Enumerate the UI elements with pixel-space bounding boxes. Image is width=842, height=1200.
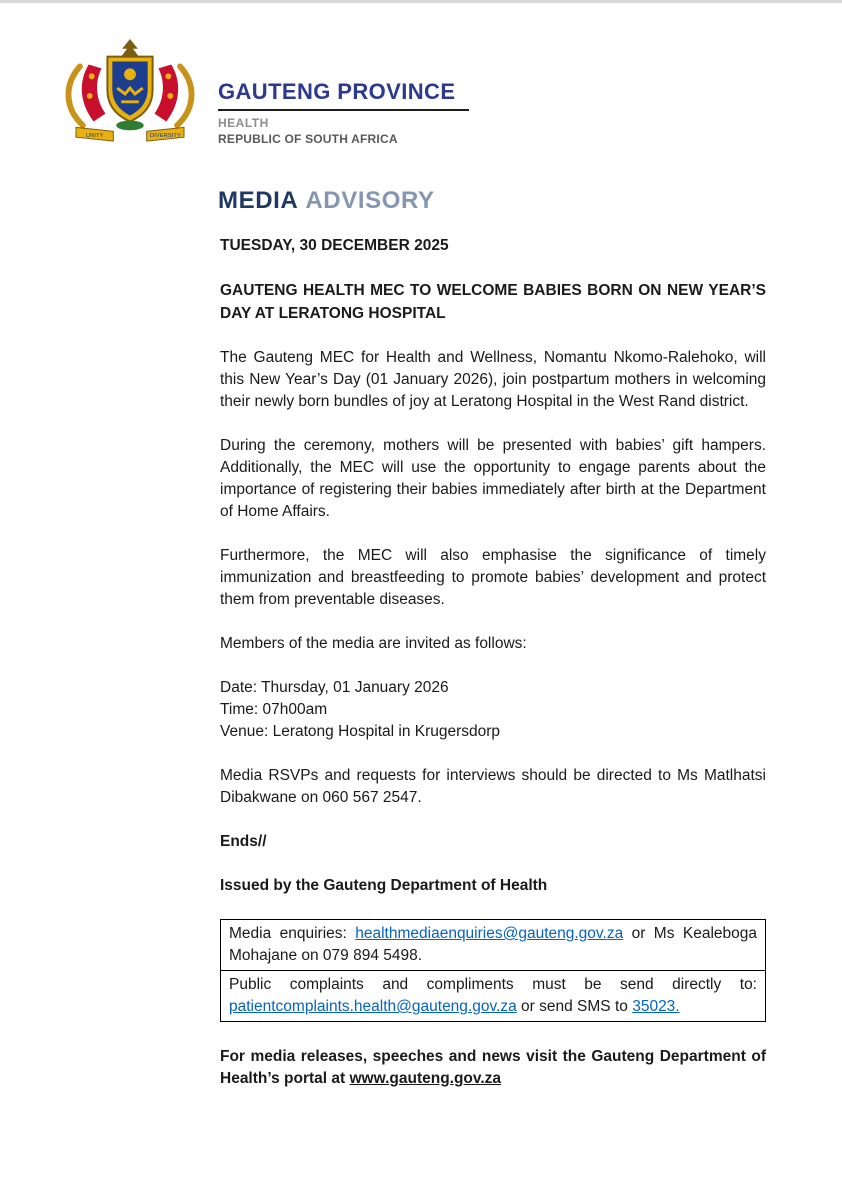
gauteng-coat-of-arms-icon xyxy=(56,37,204,147)
event-venue-line: Venue: Leratong Hospital in Krugersdorp xyxy=(220,723,501,740)
org-identity-block xyxy=(218,79,469,146)
event-details xyxy=(220,677,766,743)
event-time-line: Time: 07h00am xyxy=(220,701,328,718)
media-enquiries-contact: or Ms Kealeboga Mohajane on 079 894 5498. xyxy=(229,925,757,964)
media-enquiries-row xyxy=(221,920,765,970)
department-name: HEALTH xyxy=(218,116,269,130)
body-paragraph-1: The Gauteng MEC for Health and Wellness, Nomantu Nkomo-Ralehoko, will this New Year’s Day (01 January 2026), join postpartum mothers in welcoming their newly born bundles of joy at Leratong Hospital in the West Rand district. xyxy=(220,349,766,410)
media-enquiries-label: Media enquiries: xyxy=(229,925,356,942)
patient-complaints-email-link[interactable]: patientcomplaints.health@gauteng.gov.za xyxy=(229,998,517,1015)
country-name: REPUBLIC OF SOUTH AFRICA xyxy=(218,132,398,146)
doc-type-media: MEDIA xyxy=(218,187,299,214)
footer-note xyxy=(220,1046,766,1090)
public-complaints-row xyxy=(221,970,765,1021)
province-name: GAUTENG PROVINCE xyxy=(218,79,469,111)
media-enquiries-box xyxy=(220,919,766,1022)
ends-marker: Ends// xyxy=(220,833,267,850)
crest-base xyxy=(116,120,144,130)
masthead xyxy=(0,3,842,235)
crest-motto-unity: UNITY xyxy=(85,133,104,140)
advisory-body xyxy=(220,235,766,1090)
body-paragraph-2: During the ceremony, mothers will be presented with babies’ gift hampers. Additionally, the MEC will use the opportunity to engage parents about the importance of registering their babies immediately after birth at the Department of Home Affairs. xyxy=(220,437,766,520)
crest-motto-diversity: DIVERSITY xyxy=(149,133,181,140)
event-date-line: Date: Thursday, 01 January 2026 xyxy=(220,679,449,696)
sms-label: or send SMS to xyxy=(516,998,633,1015)
crest-bird-icon xyxy=(121,39,139,57)
body-paragraph-3: Furthermore, the MEC will also emphasise the significance of timely immunization and breastfeeding to promote babies’ development and protect them from preventable diseases. xyxy=(220,547,766,608)
crest-shield xyxy=(107,57,152,122)
issued-by-line: Issued by the Gauteng Department of Health xyxy=(220,877,548,894)
document-type-title xyxy=(218,187,435,215)
invite-line: Members of the media are invited as follows: xyxy=(220,635,527,652)
sms-number-link[interactable]: 35023. xyxy=(632,998,680,1015)
rsvp-paragraph: Media RSVPs and requests for interviews should be directed to Ms Matlhatsi Dibakwane on 060 567 2547. xyxy=(220,767,766,806)
footer-text: For media releases, speeches and news visit the Gauteng Department of Health’s portal at xyxy=(220,1048,766,1087)
doc-type-advisory: ADVISORY xyxy=(305,187,435,214)
date-line: TUESDAY, 30 DECEMBER 2025 xyxy=(220,237,449,254)
portal-link[interactable]: www.gauteng.gov.za xyxy=(349,1070,502,1087)
media-enquiries-email-link[interactable]: healthmediaenquiries@gauteng.gov.za xyxy=(355,925,624,942)
headline: GAUTENG HEALTH MEC TO WELCOME BABIES BORN ON NEW YEAR’S DAY AT LERATONG HOSPITAL xyxy=(220,282,766,322)
public-complaints-label: Public complaints and compliments must be send directly to: xyxy=(229,976,757,993)
